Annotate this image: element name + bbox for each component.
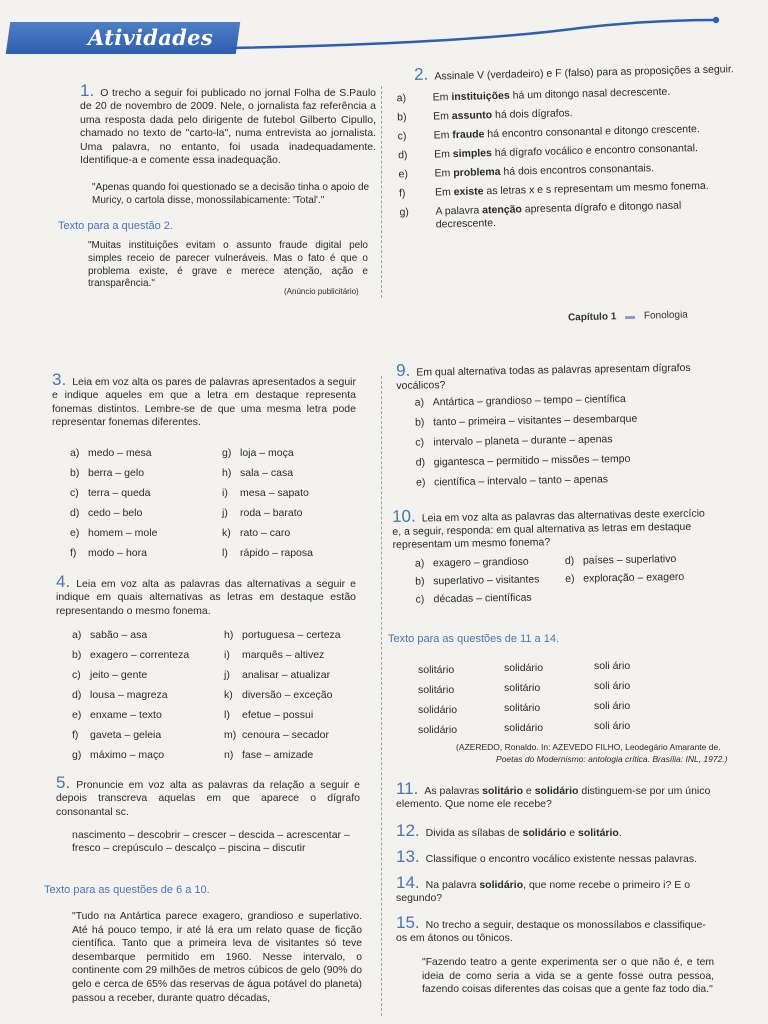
option-letter: k)	[224, 689, 233, 701]
option-text-post: há um ditongo nasal decrescente.	[509, 85, 671, 102]
option-text: Antártica – grandioso – tempo – científica	[432, 392, 626, 409]
option-letter: c)	[397, 130, 407, 143]
question-2: 2. Assinale V (verdadeiro) e F (falso) para as proposições a seguir. a) Em instituições há um ditongo nasal decrescente. b) Em assunto há dois dígrafos. c) Em fraude há encontro consonantal e ditongo crescente. d) Em simples há dígrafo vocálico e encontro consonantal. e) Em problema há dois encontros consonantais. f) Em existe as letras x e s representam um mesmo fonema. g) A palavra atenção apresenta dígrafo e ditongo nasal decrescente.	[414, 60, 738, 232]
option-text-post: há dois encontros consonantais.	[500, 162, 655, 178]
section-text-q11-14: Texto para as questões de 11 a 14.	[388, 633, 560, 645]
question-3-left-options	[70, 447, 220, 567]
option-letter: j)	[222, 507, 228, 519]
option-letter: b)	[397, 111, 407, 124]
option-text-post: há encontro consonantal e ditongo crescente.	[484, 123, 700, 141]
option-text-post: há dois dígrafos.	[491, 107, 573, 122]
option-keyword: fraude	[452, 128, 485, 142]
option-letter: i)	[224, 649, 230, 661]
question-11: 11. As palavras solitário e solidário distinguem-se por um único elemento. Que nome ele recebe?	[396, 779, 711, 811]
option-text: mesa – sapato	[240, 487, 309, 499]
option-text: sabão – asa	[90, 629, 148, 641]
poem-source-line-2: Poetas do Modernismo: antologia crítica. Brasília: INL, 1972.)	[496, 754, 728, 764]
option-letter: c)	[70, 487, 79, 499]
option-letter: f)	[398, 187, 406, 200]
question-4: 4. Leia em voz alta as palavras das alternativas a seguir e indique em quais alternativas as letras em destaque estão representando o mesmo fonema.	[56, 572, 356, 617]
chapter-label: Capítulo 1 ▬ Fonologia	[567, 309, 688, 324]
question-2-option	[397, 122, 736, 143]
question-2-option	[398, 160, 736, 181]
option-keyword: assunto	[451, 109, 493, 123]
option-keyword: problema	[453, 165, 501, 180]
option-letter: a)	[396, 92, 407, 105]
poem-word: soli ário	[594, 660, 631, 672]
column-divider-lower	[381, 376, 382, 1016]
option-letter: b)	[72, 649, 82, 661]
option-letter: b)	[414, 416, 425, 429]
option-letter: a)	[70, 447, 80, 459]
question-4-option	[224, 649, 374, 662]
option-text: exagero – correnteza	[90, 649, 190, 661]
question-4-option	[224, 629, 374, 642]
option-letter: j)	[224, 669, 230, 681]
question-10-option	[415, 573, 539, 588]
poem-word: solitário	[504, 702, 541, 714]
option-text: décadas – científicas	[433, 591, 532, 606]
question-9-options	[415, 391, 719, 489]
poem-word: solidário	[418, 704, 458, 716]
question-3-option	[70, 507, 220, 520]
option-text: rápido – raposa	[240, 547, 313, 559]
question-5-words: nascimento – descobrir – crescer – descida – acrescentar – fresco – crepúsculo – descalço – piscina – discutir	[72, 829, 350, 855]
question-2-option	[397, 141, 736, 162]
question-15-quote: "Fazendo teatro a gente experimenta ser o que não é, e tem ideia de como seria a vida se a gente fosse outra pessoa, fazendo coisas diferentes das coisas que a gente faz todo dia."	[422, 957, 714, 996]
option-letter: e)	[70, 527, 80, 539]
option-text-pre: Em	[434, 186, 454, 199]
option-letter: l)	[222, 547, 228, 559]
question-3-option	[222, 507, 372, 520]
question-10-option	[415, 592, 531, 607]
option-text: diversão – exceção	[242, 689, 333, 701]
question-2-option	[398, 179, 737, 200]
question-4-left-options	[72, 629, 222, 769]
option-letter: i)	[222, 487, 228, 499]
question-2-option	[399, 198, 738, 232]
question-2-options	[396, 84, 738, 232]
option-letter: a)	[414, 396, 425, 409]
option-text-pre: Em	[433, 110, 453, 123]
option-letter: c)	[415, 436, 425, 449]
option-letter: g)	[222, 447, 232, 459]
option-letter: f)	[70, 547, 77, 559]
option-letter: e)	[398, 168, 409, 181]
antartica-quote: "Tudo na Antártica parece exagero, grandioso e superlativo. Até há pouco tempo, ir até lá era um relato quase de ficção científica. Tanto que a primeira leva de visitantes só teve desembarque permitido em 1960. Nesse intervalo, o continente com 29 milhões de metros cúbicos de gelo (90% do gelo e cerca de 65% das reservas de água potável do planeta) passou a receber, durante quatro décadas,	[72, 911, 362, 1004]
question-3-option	[70, 467, 220, 480]
question-1: 1. O trecho a seguir foi publicado no jornal Folha de S.Paulo de 20 de novembro de 2009. Nele, o jornalista faz referência a uma resposta dada pelo dirigente de futebol Gilberto Cipullo, chamado no texto de "carto-la", numa entrevista ao jornalista. Uma palavra, no entanto, foi usada inadequadamente. Identifique-a e comente essa inadequação.	[80, 81, 376, 167]
option-text-pre: A palavra	[435, 204, 483, 218]
question-3-option	[70, 447, 220, 460]
option-text: máximo – maço	[90, 749, 165, 761]
poem-column-1	[418, 660, 457, 740]
option-text: medo – mesa	[88, 447, 152, 459]
option-letter: d)	[72, 689, 82, 701]
question-3-option	[222, 487, 372, 500]
option-text: fase – amizade	[242, 749, 314, 761]
question-9-option	[416, 451, 718, 469]
poem-column-3	[594, 656, 630, 736]
question-4-option	[72, 729, 222, 742]
question-10: 10. Leia em voz alta as palavras das alternativas deste exercício e, a seguir, responda: em qual alternativa as letras em destaque representam um mesmo fonema? a) exagero – grandioso b) superlativo – visitantes c) décadas – científicas d) países – superlativo e) exploração – exagero	[392, 504, 714, 606]
question-10-option	[565, 571, 684, 586]
question-4-option	[72, 749, 222, 762]
question-4-option	[224, 729, 374, 742]
poem-word: solidário	[418, 724, 458, 736]
option-keyword: atenção	[482, 203, 523, 217]
option-letter: n)	[224, 749, 234, 761]
question-9-option	[415, 431, 717, 449]
option-letter: c)	[415, 593, 425, 606]
question-4-option	[72, 669, 222, 682]
option-letter: g)	[72, 749, 82, 761]
section-text-q6-10: Texto para as questões de 6 a 10.	[44, 884, 210, 896]
option-text: intervalo – planeta – durante – apenas	[433, 433, 613, 449]
question-4-right-options	[224, 629, 374, 769]
option-letter: k)	[222, 527, 231, 539]
option-letter: a)	[414, 557, 425, 570]
option-text: portuguesa – certeza	[242, 629, 341, 641]
option-letter: d)	[397, 149, 408, 162]
question-4-option	[224, 669, 374, 682]
question-4-option	[224, 749, 374, 762]
question-9: 9. Em qual alternativa todas as palavras apresentam dígrafos vocálicos? a) Antártica – grandioso – tempo – científica b) tanto – primeira – visitantes – desembarque c) intervalo – planeta – durante – apenas d) gigantesca – permitido – missões – tempo e) científica – intervalo – tanto – apenas	[396, 358, 718, 497]
option-text: exagero – grandioso	[432, 555, 529, 570]
option-letter: h)	[224, 629, 234, 641]
option-letter: e)	[72, 709, 82, 721]
question-9-option	[415, 391, 717, 409]
poem-word: solitário	[418, 684, 455, 696]
question-4-option	[72, 709, 222, 722]
question-14: 14. Na palavra solidário, que nome recebe o primeiro i? E o segundo?	[396, 873, 691, 905]
column-divider	[381, 86, 382, 298]
question-3-option	[70, 527, 220, 540]
poem-source-line-1: (AZEREDO, Ronaldo. In: AZEVEDO FILHO, Leodegário Amarante de.	[456, 742, 721, 752]
question-3-option	[70, 487, 220, 500]
option-text: efetue – possui	[242, 709, 314, 721]
question-4-option	[72, 689, 222, 702]
option-text: científica – intervalo – tanto – apenas	[433, 473, 609, 489]
option-text: loja – moça	[240, 447, 294, 459]
option-text: cedo – belo	[88, 507, 143, 519]
option-letter: d)	[70, 507, 80, 519]
question-13: 13. Classifique o encontro vocálico existente nessas palavras.	[396, 847, 698, 866]
poem-word: soli ário	[594, 720, 631, 732]
option-text: terra – queda	[88, 487, 151, 499]
option-text: jeito – gente	[90, 669, 148, 681]
option-letter: c)	[72, 669, 81, 681]
option-text: cenoura – secador	[242, 729, 329, 741]
option-letter: l)	[224, 709, 230, 721]
option-keyword: simples	[452, 147, 493, 161]
poem-word: solitário	[418, 664, 455, 676]
option-letter: b)	[70, 467, 80, 479]
quote-source: (Anúncio publicitário)	[284, 287, 359, 296]
question-15: 15. No trecho a seguir, destaque os monossílabos e classifique-os em átonos ou tônicos.	[396, 913, 706, 945]
option-letter: d)	[415, 456, 426, 469]
option-letter: e)	[565, 572, 575, 585]
option-text-post: há dígrafo vocálico e encontro consonantal.	[491, 142, 699, 160]
option-keyword: existe	[453, 185, 484, 199]
option-text: gigantesca – permitido – missões – tempo	[433, 452, 631, 469]
question-2-quote: "Muitas instituições evitam o assunto fraude digital pelo simples receio de parecer vulneráveis. Mas o fato é que o problema existe, é grave e merece atenção, ação e transparência."	[88, 240, 368, 290]
question-4-option	[224, 709, 374, 722]
question-10-option	[415, 556, 529, 571]
question-3-option	[70, 547, 220, 560]
option-letter: g)	[399, 206, 410, 219]
question-3-option	[222, 547, 372, 560]
option-text-pre: Em	[432, 91, 452, 104]
option-text: enxame – texto	[90, 709, 162, 721]
option-letter: f)	[72, 729, 79, 741]
option-text: lousa – magreza	[90, 689, 168, 701]
question-3-option	[222, 447, 372, 460]
option-text: homem – mole	[88, 527, 158, 539]
header-swoosh-line	[230, 10, 720, 58]
option-text: tanto – primeira – visitantes – desembarque	[432, 412, 638, 429]
option-letter: h)	[222, 467, 232, 479]
question-4-option	[72, 629, 222, 642]
question-10-options	[415, 552, 714, 605]
option-text: gaveta – geleia	[90, 729, 162, 741]
poem-column-2	[504, 658, 543, 738]
option-keyword: instituições	[451, 89, 510, 104]
option-text: sala – casa	[240, 467, 294, 479]
option-letter: b)	[415, 575, 425, 588]
option-letter: a)	[72, 629, 82, 641]
option-text-post: apresenta dígrafo e ditongo nasal decrescente.	[435, 199, 682, 231]
question-12: 12. Divida as sílabas de solidário e solitário.	[396, 821, 622, 840]
option-text-pre: Em	[433, 148, 453, 161]
question-3-option	[222, 527, 372, 540]
question-9-option	[415, 411, 717, 429]
question-2-option	[396, 84, 735, 105]
poem-word: solitário	[504, 682, 541, 694]
page-title: Atividades	[88, 25, 213, 50]
question-3-right-options	[222, 447, 372, 567]
option-text-pre: Em	[433, 129, 453, 142]
poem-word: solidário	[504, 722, 544, 734]
option-text: analisar – atualizar	[242, 669, 331, 681]
option-text: países – superlativo	[582, 553, 677, 567]
option-letter: m)	[224, 729, 237, 741]
poem-word: solidário	[504, 662, 544, 674]
option-text: roda – barato	[240, 507, 303, 519]
question-10-option	[565, 553, 677, 568]
question-3: 3. Leia em voz alta os pares de palavras apresentados a seguir e indique aqueles em que a letra em destaque representa fonemas distintos. Lembre-se de que uma mesma letra pode representar fonemas diferentes.	[52, 370, 356, 429]
question-9-option	[416, 471, 718, 489]
option-text: superlativo – visitantes	[433, 573, 540, 588]
option-letter: e)	[415, 476, 426, 489]
option-text: rato – caro	[240, 527, 291, 539]
section-text-q2: Texto para a questão 2.	[58, 220, 173, 232]
question-4-option	[72, 649, 222, 662]
option-text: exploração – exagero	[583, 570, 685, 585]
option-text-pre: Em	[434, 167, 454, 180]
option-text-post: as letras x e s representam um mesmo fonema.	[483, 179, 709, 198]
option-letter: d)	[564, 554, 575, 567]
poem-word: soli ário	[594, 680, 631, 692]
option-text: marquês – altivez	[242, 649, 325, 661]
question-4-option	[224, 689, 374, 702]
question-1-quote: "Apenas quando foi questionado se a decisão tinha o apoio de Muricy, o cartola disse, monossilabicamente: 'Total'."	[92, 182, 370, 206]
poem-word: soli ário	[594, 700, 631, 712]
question-5: 5. Pronuncie em voz alta as palavras da relação a seguir e depois transcreva aquelas em que aparece o dígrafo consonantal sc.	[56, 773, 360, 818]
option-text: berra – gelo	[88, 467, 145, 479]
option-text: modo – hora	[88, 547, 147, 559]
question-2-option	[397, 103, 735, 124]
question-3-option	[222, 467, 372, 480]
